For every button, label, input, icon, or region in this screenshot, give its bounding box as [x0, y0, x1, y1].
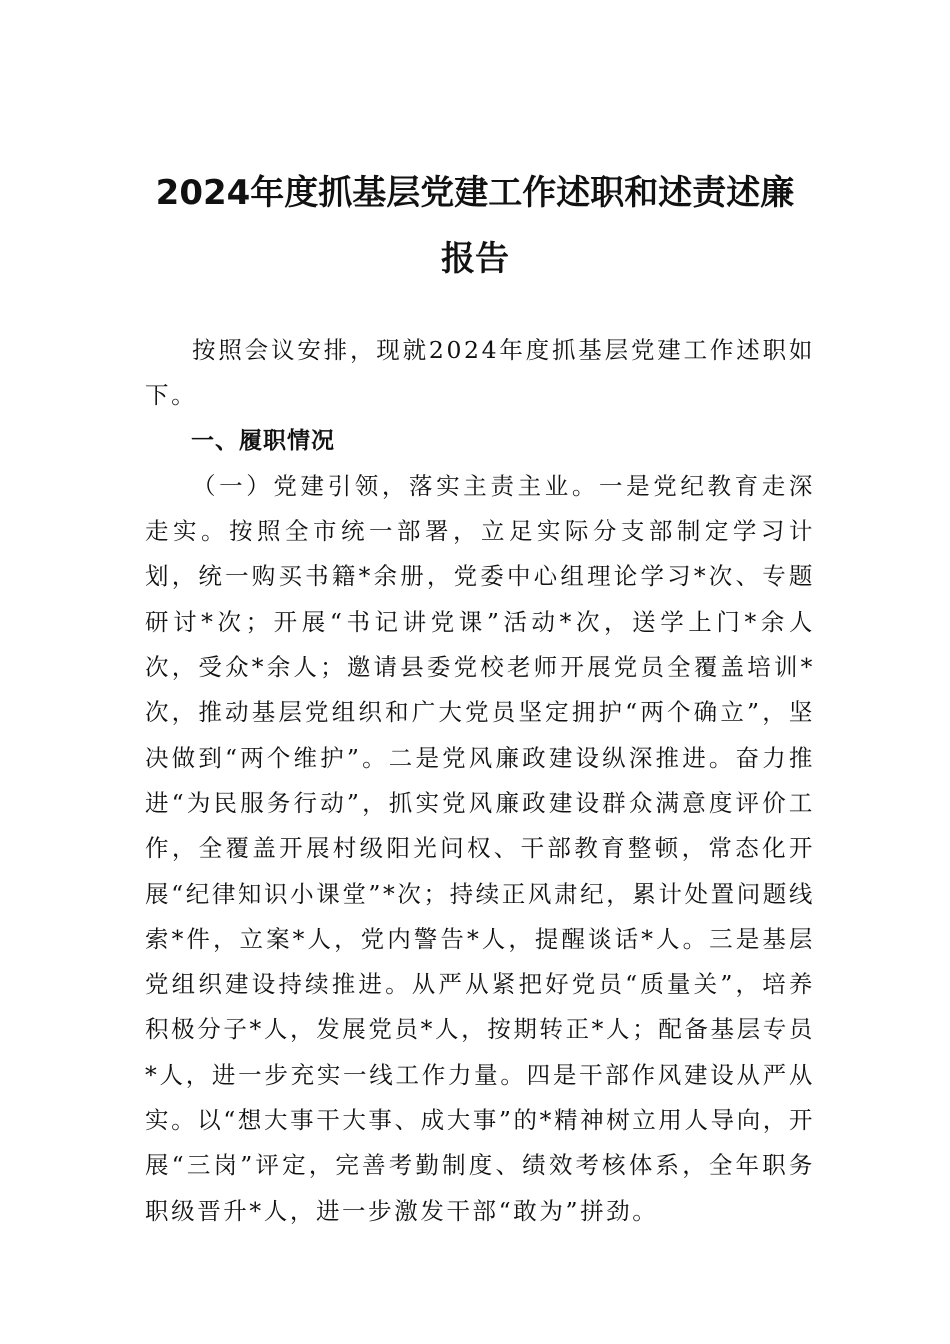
document-body	[145, 328, 815, 1234]
body-paragraph: （一）党建引领，落实主责主业。一是党纪教育走深走实。按照全市统一部署，立足实际分支部制定学习计划，统一购买书籍*余册，党委中心组理论学习*次、专题研讨*次；开展“书记讲党课”活动*次，送学上门*余人次，受众*余人；邀请县委党校老师开展党员全覆盖培训*次，推动基层党组织和广大党员坚定拥护“两个确立”，坚决做到“两个维护”。二是党风廉政建设纵深推进。奋力推进“为民服务行动”，抓实党风廉政建设群众满意度评价工作，全覆盖开展村级阳光问权、干部教育整顿，常态化开展“纪律知识小课堂”*次；持续正风肃纪，累计处置问题线索*件，立案*人，党内警告*人，提醒谈话*人。三是基层党组织建设持续推进。从严从紧把好党员“质量关”，培养积极分子*人，发展党员*人，按期转正*人；配备基层专员*人，进一步充实一线工作力量。四是干部作风建设从严从实。以“想大事干大事、成大事”的*精神树立用人导向，开展“三岗”评定，完善考勤制度、绩效考核体系，全年职务职级晋升*人，进一步激发干部“敢为”拼劲。	[145, 471, 815, 1225]
intro-paragraph: 按照会议安排，现就2024年度抓基层党建工作述职如下。	[145, 336, 815, 410]
title-line-1: 2024年度抓基层党建工作述职和述责述廉	[155, 173, 795, 213]
document-title	[120, 160, 830, 292]
section-heading: 一、履职情况	[191, 427, 335, 454]
title-line-2: 报告	[441, 239, 509, 279]
